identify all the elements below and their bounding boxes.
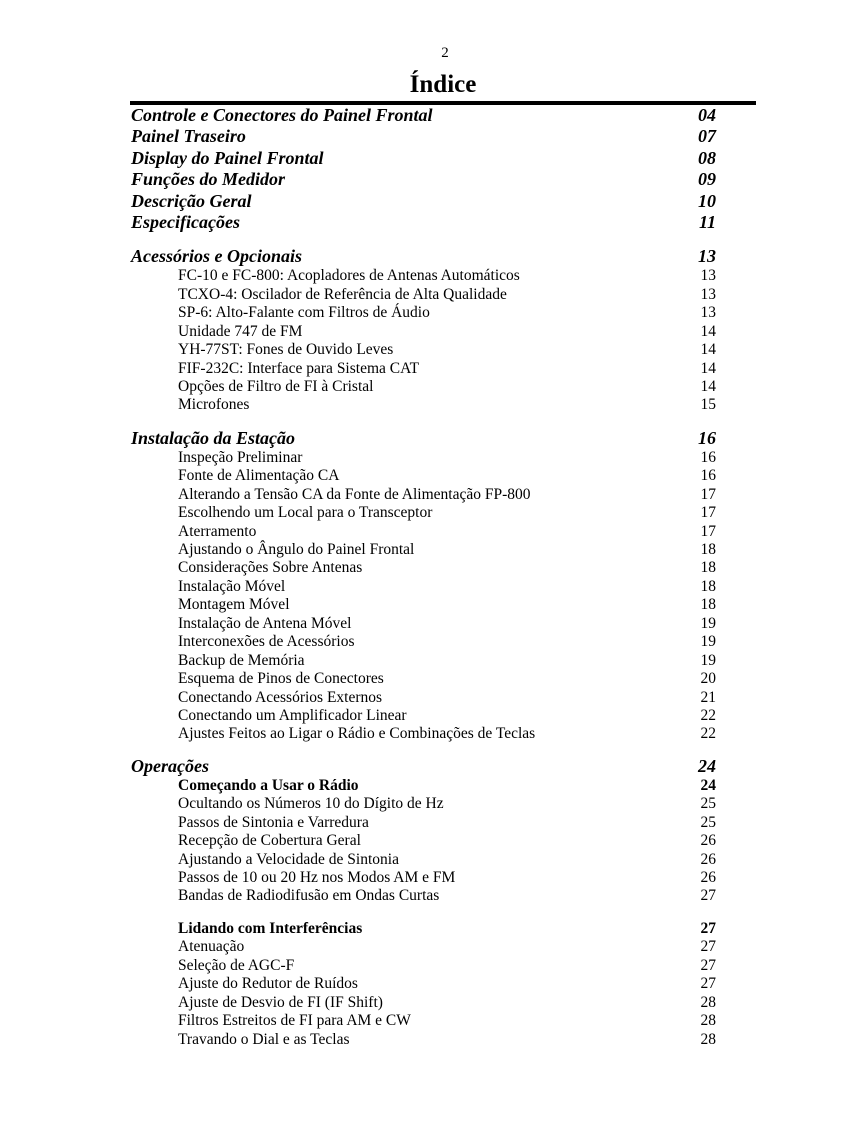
item-page: 15 (700, 396, 716, 414)
item-label: Escolhendo um Local para o Transceptor (178, 504, 433, 522)
toc-item[interactable] (131, 851, 716, 869)
item-label: Montagem Móvel (178, 596, 290, 614)
toc-main-entry[interactable] (131, 105, 716, 126)
item-page: 28 (700, 993, 716, 1011)
item-page: 18 (700, 577, 716, 595)
toc-item[interactable] (131, 652, 716, 670)
toc-item[interactable] (131, 975, 716, 993)
toc-item[interactable] (131, 267, 716, 285)
toc-item[interactable] (131, 449, 716, 467)
item-page: 17 (700, 485, 716, 503)
section-label: Operações (131, 755, 209, 776)
toc-item[interactable] (131, 1031, 716, 1049)
item-page: 18 (700, 541, 716, 559)
toc-item[interactable] (131, 304, 716, 322)
toc-subsection-heading[interactable] (131, 777, 716, 795)
toc-main-entry[interactable] (131, 169, 716, 190)
item-page: 26 (700, 850, 716, 868)
toc-item[interactable] (131, 814, 716, 832)
item-page: 27 (700, 956, 716, 974)
toc-item[interactable] (131, 957, 716, 975)
section-page: 13 (698, 246, 716, 267)
item-page: 19 (700, 614, 716, 632)
toc-item[interactable] (131, 596, 716, 614)
section-label: Instalação da Estação (131, 427, 296, 448)
toc-item[interactable] (131, 633, 716, 651)
page-number: 2 (441, 45, 449, 61)
toc-item[interactable] (131, 578, 716, 596)
item-page: 16 (700, 448, 716, 466)
item-label: Opções de Filtro de FI à Cristal (178, 377, 374, 395)
entry-label: Display do Painel Frontal (131, 147, 324, 168)
item-page: 17 (700, 522, 716, 540)
subsection-label: Lidando com Interferências (178, 919, 363, 937)
item-page: 28 (700, 1030, 716, 1048)
item-label: TCXO-4: Oscilador de Referência de Alta Qualidade (178, 285, 507, 303)
toc-item[interactable] (131, 378, 716, 396)
entry-page: 08 (698, 147, 716, 168)
toc-item[interactable] (131, 615, 716, 633)
item-label: Ocultando os Números 10 do Dígito de Hz (178, 795, 444, 813)
toc-item[interactable] (131, 541, 716, 559)
toc-item[interactable] (131, 670, 716, 688)
toc-item[interactable] (131, 707, 716, 725)
toc-item[interactable] (131, 341, 716, 359)
item-label: Instalação Móvel (178, 577, 286, 595)
item-label: Filtros Estreitos de FI para AM e CW (178, 1012, 411, 1030)
item-label: FIF-232C: Interface para Sistema CAT (178, 359, 420, 377)
item-page: 25 (700, 795, 716, 813)
toc-item[interactable] (131, 725, 716, 743)
item-label: Inspeção Preliminar (178, 448, 303, 466)
toc-item[interactable] (131, 323, 716, 341)
item-page: 14 (700, 322, 716, 340)
toc-main-entry[interactable] (131, 126, 716, 147)
item-label: Passos de Sintonia e Varredura (178, 813, 369, 831)
item-label: Bandas de Radiodifusão em Ondas Curtas (178, 887, 440, 905)
item-page: 26 (700, 832, 716, 850)
toc-section-heading[interactable] (131, 246, 716, 267)
item-page: 13 (700, 285, 716, 303)
item-label: FC-10 e FC-800: Acopladores de Antenas Automáticos (178, 267, 520, 285)
item-page: 22 (700, 725, 716, 743)
item-label: Ajustando o Ângulo do Painel Frontal (178, 541, 415, 559)
item-page: 28 (700, 1012, 716, 1030)
item-label: Conectando um Amplificador Linear (178, 706, 407, 724)
item-label: Passos de 10 ou 20 Hz nos Modos AM e FM (178, 869, 456, 887)
item-page: 22 (700, 706, 716, 724)
toc-subsection-interference (131, 920, 716, 1049)
toc-section-operations (131, 756, 716, 1049)
item-page: 18 (700, 559, 716, 577)
item-label: Unidade 747 de FM (178, 322, 303, 340)
toc-section-accessories (131, 246, 716, 415)
item-page: 27 (700, 938, 716, 956)
toc-item[interactable] (131, 795, 716, 813)
toc-section-heading[interactable] (131, 428, 716, 449)
toc-item[interactable] (131, 832, 716, 850)
entry-label: Especificações (131, 211, 240, 232)
toc-item[interactable] (131, 869, 716, 887)
toc-item[interactable] (131, 396, 716, 414)
toc-main-entry[interactable] (131, 148, 716, 169)
subsection-page: 27 (700, 919, 716, 937)
toc-main-entry[interactable] (131, 191, 716, 212)
item-page: 14 (700, 341, 716, 359)
entry-label: Descrição Geral (131, 190, 252, 211)
subsection-page: 24 (700, 776, 716, 794)
item-label: Conectando Acessórios Externos (178, 688, 383, 706)
toc-section-installation (131, 428, 716, 744)
entry-label: Funções do Medidor (131, 169, 286, 190)
entry-page: 07 (698, 126, 716, 147)
entry-page: 11 (698, 211, 716, 232)
item-label: Ajustes Feitos ao Ligar o Rádio e Combinações de Teclas (178, 725, 536, 743)
toc-item[interactable] (131, 504, 716, 522)
item-page: 20 (700, 670, 716, 688)
entry-page: 10 (698, 190, 716, 211)
toc-section-heading[interactable] (131, 756, 716, 777)
item-label: Atenuação (178, 938, 245, 956)
item-label: Microfones (178, 396, 250, 414)
item-label: Instalação de Antena Móvel (178, 614, 352, 632)
entry-page: 04 (698, 105, 716, 125)
toc-item[interactable] (131, 286, 716, 304)
toc-item[interactable] (131, 360, 716, 378)
toc-item[interactable] (131, 938, 716, 956)
toc-subsection-heading[interactable] (131, 920, 716, 938)
item-page: 13 (700, 267, 716, 285)
item-page: 18 (700, 596, 716, 614)
item-label: Ajuste de Desvio de FI (IF Shift) (178, 993, 383, 1011)
item-page: 17 (700, 504, 716, 522)
item-label: Ajuste do Redutor de Ruídos (178, 975, 358, 993)
item-page: 27 (700, 887, 716, 905)
item-label: YH-77ST: Fones de Ouvido Leves (178, 341, 394, 359)
subsection-label: Começando a Usar o Rádio (178, 776, 359, 794)
item-label: Aterramento (178, 522, 257, 540)
toc-item[interactable] (131, 994, 716, 1012)
toc-main-entry[interactable] (131, 212, 716, 233)
item-label: Ajustando a Velocidade de Sintonia (178, 850, 399, 868)
section-page: 24 (698, 755, 716, 776)
item-page: 16 (700, 467, 716, 485)
toc-item[interactable] (131, 523, 716, 541)
item-label: Interconexões de Acessórios (178, 633, 355, 651)
toc-item[interactable] (131, 1012, 716, 1030)
item-label: Seleção de AGC-F (178, 956, 295, 974)
item-page: 25 (700, 813, 716, 831)
toc-item[interactable] (131, 559, 716, 577)
toc-item[interactable] (131, 467, 716, 485)
item-label: Considerações Sobre Antenas (178, 559, 363, 577)
item-page: 14 (700, 359, 716, 377)
entry-label: Painel Traseiro (131, 126, 246, 147)
item-page: 13 (700, 304, 716, 322)
section-page: 16 (698, 427, 716, 448)
item-page: 14 (700, 377, 716, 395)
item-page: 21 (700, 688, 716, 706)
entry-label: Controle e Conectores do Painel Frontal (131, 105, 433, 125)
item-page: 19 (700, 651, 716, 669)
item-label: Travando o Dial e as Teclas (178, 1030, 350, 1048)
item-label: SP-6: Alto-Falante com Filtros de Áudio (178, 304, 430, 322)
item-page: 19 (700, 633, 716, 651)
item-label: Backup de Memória (178, 651, 305, 669)
item-label: Esquema de Pinos de Conectores (178, 670, 384, 688)
section-label: Acessórios e Opcionais (131, 246, 302, 267)
toc-item[interactable] (131, 486, 716, 504)
entry-page: 09 (698, 169, 716, 190)
toc-item[interactable] (131, 689, 716, 707)
table-of-contents (131, 105, 716, 1049)
page-title: Índice (409, 71, 477, 98)
item-label: Alterando a Tensão CA da Fonte de Alimentação FP-800 (178, 485, 531, 503)
item-page: 27 (700, 975, 716, 993)
toc-item[interactable] (131, 887, 716, 905)
item-label: Recepção de Cobertura Geral (178, 832, 361, 850)
item-label: Fonte de Alimentação CA (178, 467, 340, 485)
item-page: 26 (700, 869, 716, 887)
